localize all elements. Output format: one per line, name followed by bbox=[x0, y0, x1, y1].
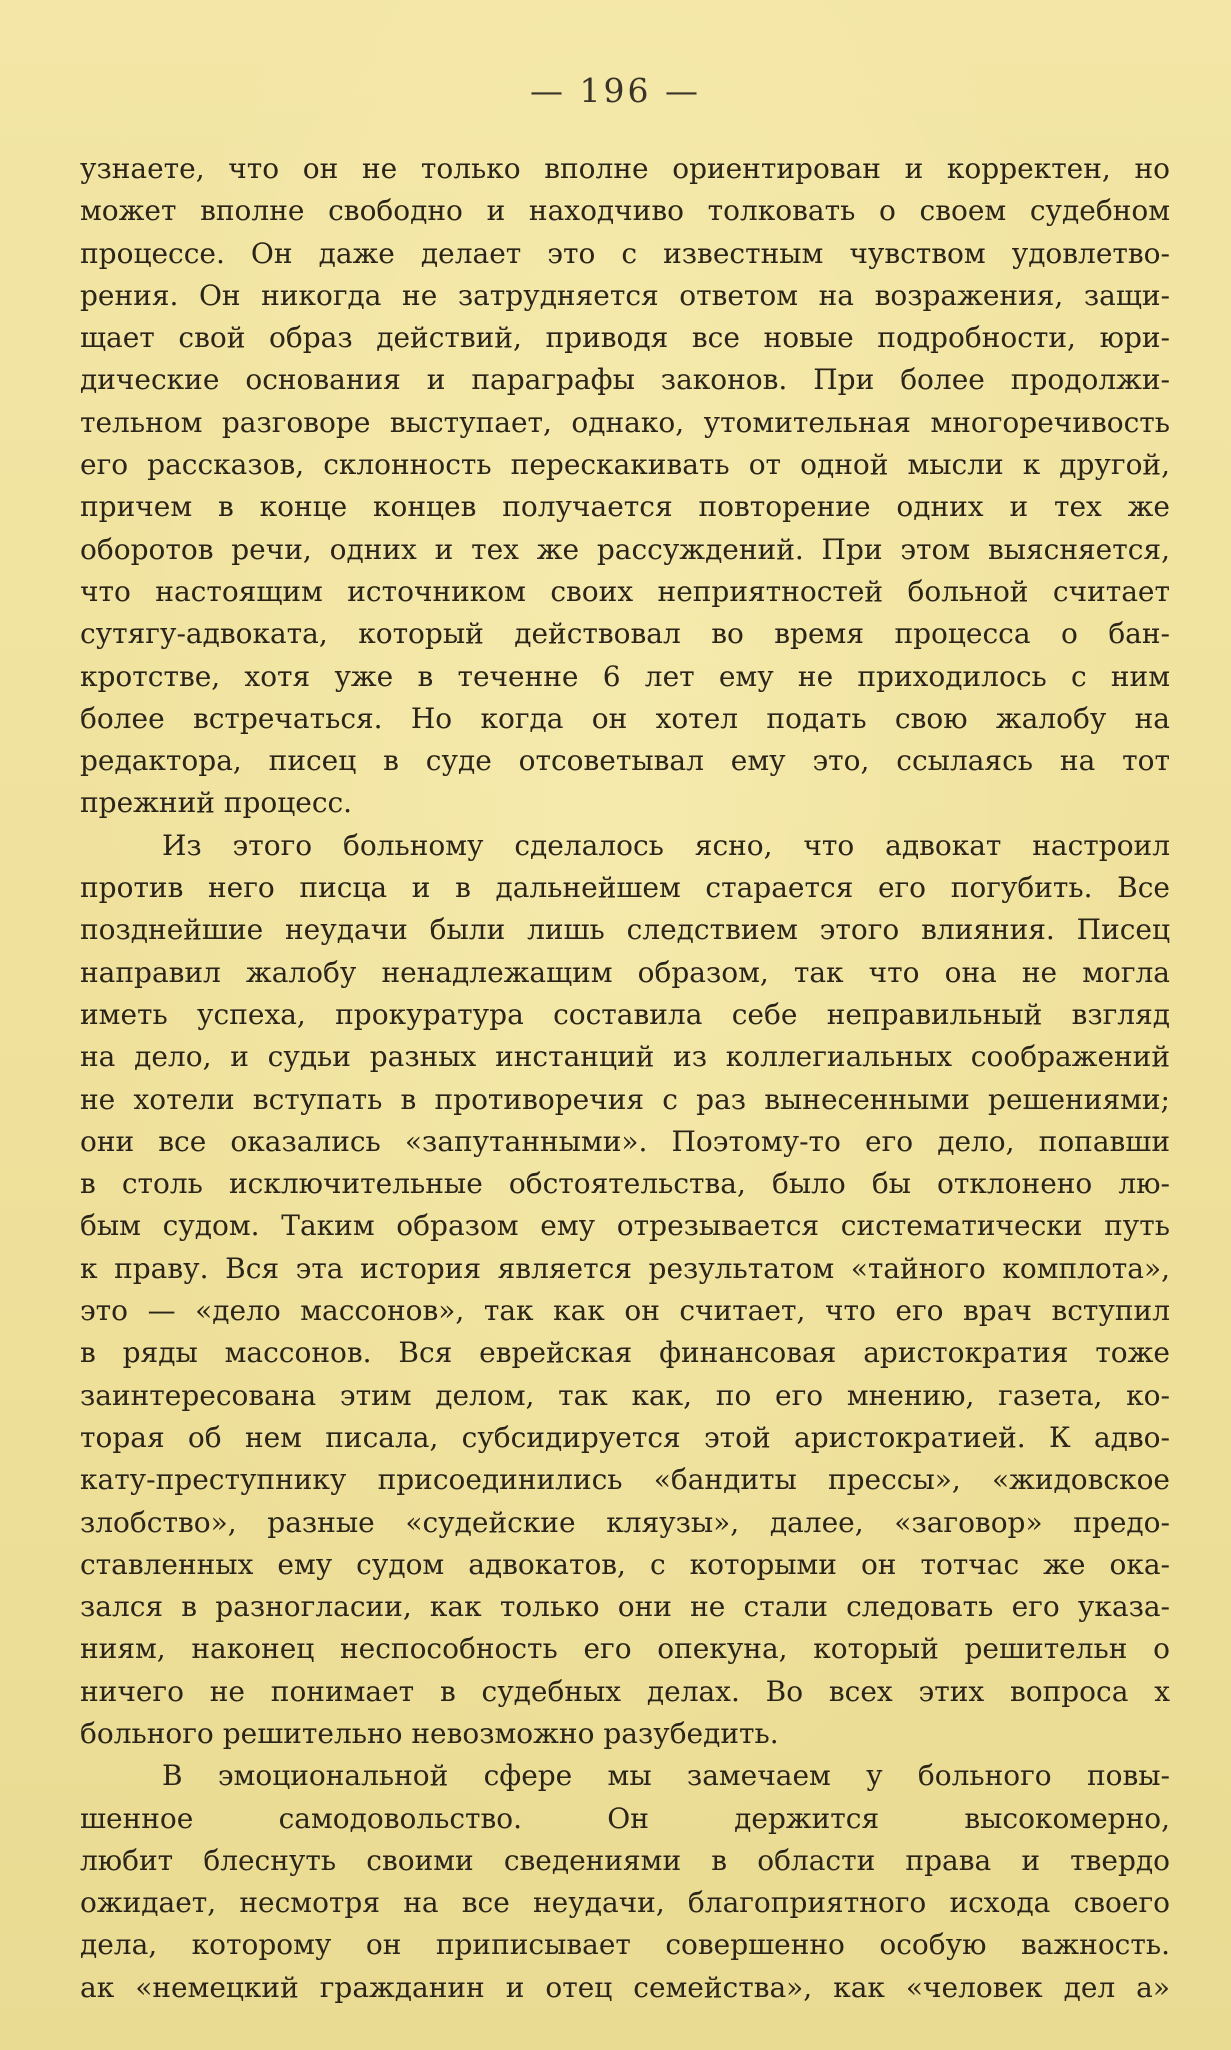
text-line: злобство», разные «судейские кляузы», далее, «заговор» предо- bbox=[80, 1505, 1170, 1539]
text-line: направил жалобу ненадлежащим образом, так что она не могла bbox=[80, 955, 1170, 989]
text-line: может вполне свободно и находчиво толковать о своем судебном bbox=[80, 194, 1170, 228]
text-line: оборотов речи, одних и тех же рассуждений. При этом выясняется, bbox=[80, 532, 1170, 566]
text-line: позднейшие неудачи были лишь следствием этого влияния. Писец bbox=[80, 913, 1170, 947]
text-line: против него писца и в дальнейшем старается его погубить. Все bbox=[80, 871, 1170, 905]
text-line: иметь успеха, прокуратура составила себе неправильный взгляд bbox=[80, 997, 1170, 1031]
text-line: дела, которому он приписывает совершенно особую важность. bbox=[80, 1928, 1170, 1962]
text-line: шенное самодовольство. Он держится высокомерно, bbox=[80, 1801, 1170, 1835]
text-line: ставленных ему судом адвокатов, с которыми он тотчас же ока- bbox=[80, 1547, 1170, 1581]
text-line: больного решительно невозможно разубедить. bbox=[80, 1716, 779, 1750]
text-line: в ряды массонов. Вся еврейская финансовая аристократия тоже bbox=[80, 1336, 1170, 1370]
text-line: Из этого больному сделалось ясно, что адвокат настроил bbox=[162, 828, 1170, 862]
page-number: — 196 — bbox=[530, 71, 701, 110]
text-line: редактора, писец в суде отсоветывал ему это, ссылаясь на тот bbox=[80, 744, 1170, 778]
text-line: щает свой образ действий, приводя все новые подробности, юри- bbox=[80, 321, 1170, 355]
text-line: прежний процесс. bbox=[80, 786, 353, 820]
text-line: более встречаться. Но когда он хотел подать свою жалобу на bbox=[80, 701, 1170, 735]
text-line: В эмоциональной сфере мы замечаем у больного повы- bbox=[162, 1759, 1170, 1793]
text-line: рения. Он никогда не затрудняется ответом на возражения, защи- bbox=[80, 278, 1170, 312]
text-line: не хотели вступать в противоречия с раз вынесенными решениями; bbox=[80, 1082, 1170, 1116]
text-line: торая об нем писала, субсидируется этой аристократией. К адво- bbox=[80, 1420, 1170, 1454]
text-line: ниям, наконец неспособность его опекуна, который решительн о bbox=[80, 1632, 1170, 1666]
text-line: причем в конце концев получается повторение одних и тех же bbox=[80, 490, 1170, 524]
text-line: ничего не понимает в судебных делах. Во всех этих вопроса х bbox=[80, 1674, 1170, 1708]
text-line: это — «дело массонов», так как он считает, что его врач вступил bbox=[80, 1294, 1170, 1328]
text-line: тельном разговоре выступает, однако, утомительная многоречивость bbox=[80, 405, 1170, 439]
text-line: узнаете, что он не только вполне ориентирован и корректен, но bbox=[80, 152, 1170, 185]
body-text bbox=[80, 148, 1170, 2009]
text-line: дические основания и параграфы законов. При более продолжи- bbox=[80, 363, 1170, 397]
text-line: кротстве, хотя уже в теченне 6 лет ему не приходилось с ним bbox=[80, 659, 1170, 693]
text-line: любит блеснуть своими сведениями в области права и твердо bbox=[80, 1843, 1170, 1877]
text-line: бым судом. Таким образом ему отрезывается систематически путь bbox=[80, 1209, 1170, 1243]
text-line: его рассказов, склонность перескакивать от одной мысли к другой, bbox=[80, 448, 1170, 482]
text-line: на дело, и судьи разных инстанций из коллегиальных соображений bbox=[80, 1040, 1170, 1074]
text-line: зался в разногласии, как только они не стали следовать его указа- bbox=[80, 1590, 1170, 1624]
text-line: к праву. Вся эта история является результатом «тайного комплота», bbox=[80, 1251, 1170, 1285]
text-line: в столь исключительные обстоятельства, было бы отклонено лю- bbox=[80, 1167, 1170, 1201]
text-line: что настоящим источником своих неприятностей больной считает bbox=[80, 574, 1170, 608]
text-line: сутягу-адвоката, который действовал во время процесса о бан- bbox=[80, 617, 1170, 651]
paragraph bbox=[80, 825, 1170, 1756]
text-line: кату-преступнику присоединились «бандиты прессы», «жидовское bbox=[80, 1463, 1170, 1497]
text-line: они все оказались «запутанными». Поэтому-то его дело, попавши bbox=[80, 1124, 1170, 1158]
text-line: процессе. Он даже делает это с известным чувством удовлетво- bbox=[80, 236, 1170, 270]
text-line: ак «немецкий гражданин и отец семейства», как «человек дел а» bbox=[80, 1970, 1170, 2004]
paragraph bbox=[80, 148, 1170, 825]
text-line: ожидает, несмотря на все неудачи, благоприятного исхода своего bbox=[80, 1886, 1170, 1920]
paragraph bbox=[80, 1755, 1170, 2009]
text-line: заинтересована этим делом, так как, по его мнению, газета, ко- bbox=[80, 1378, 1170, 1412]
